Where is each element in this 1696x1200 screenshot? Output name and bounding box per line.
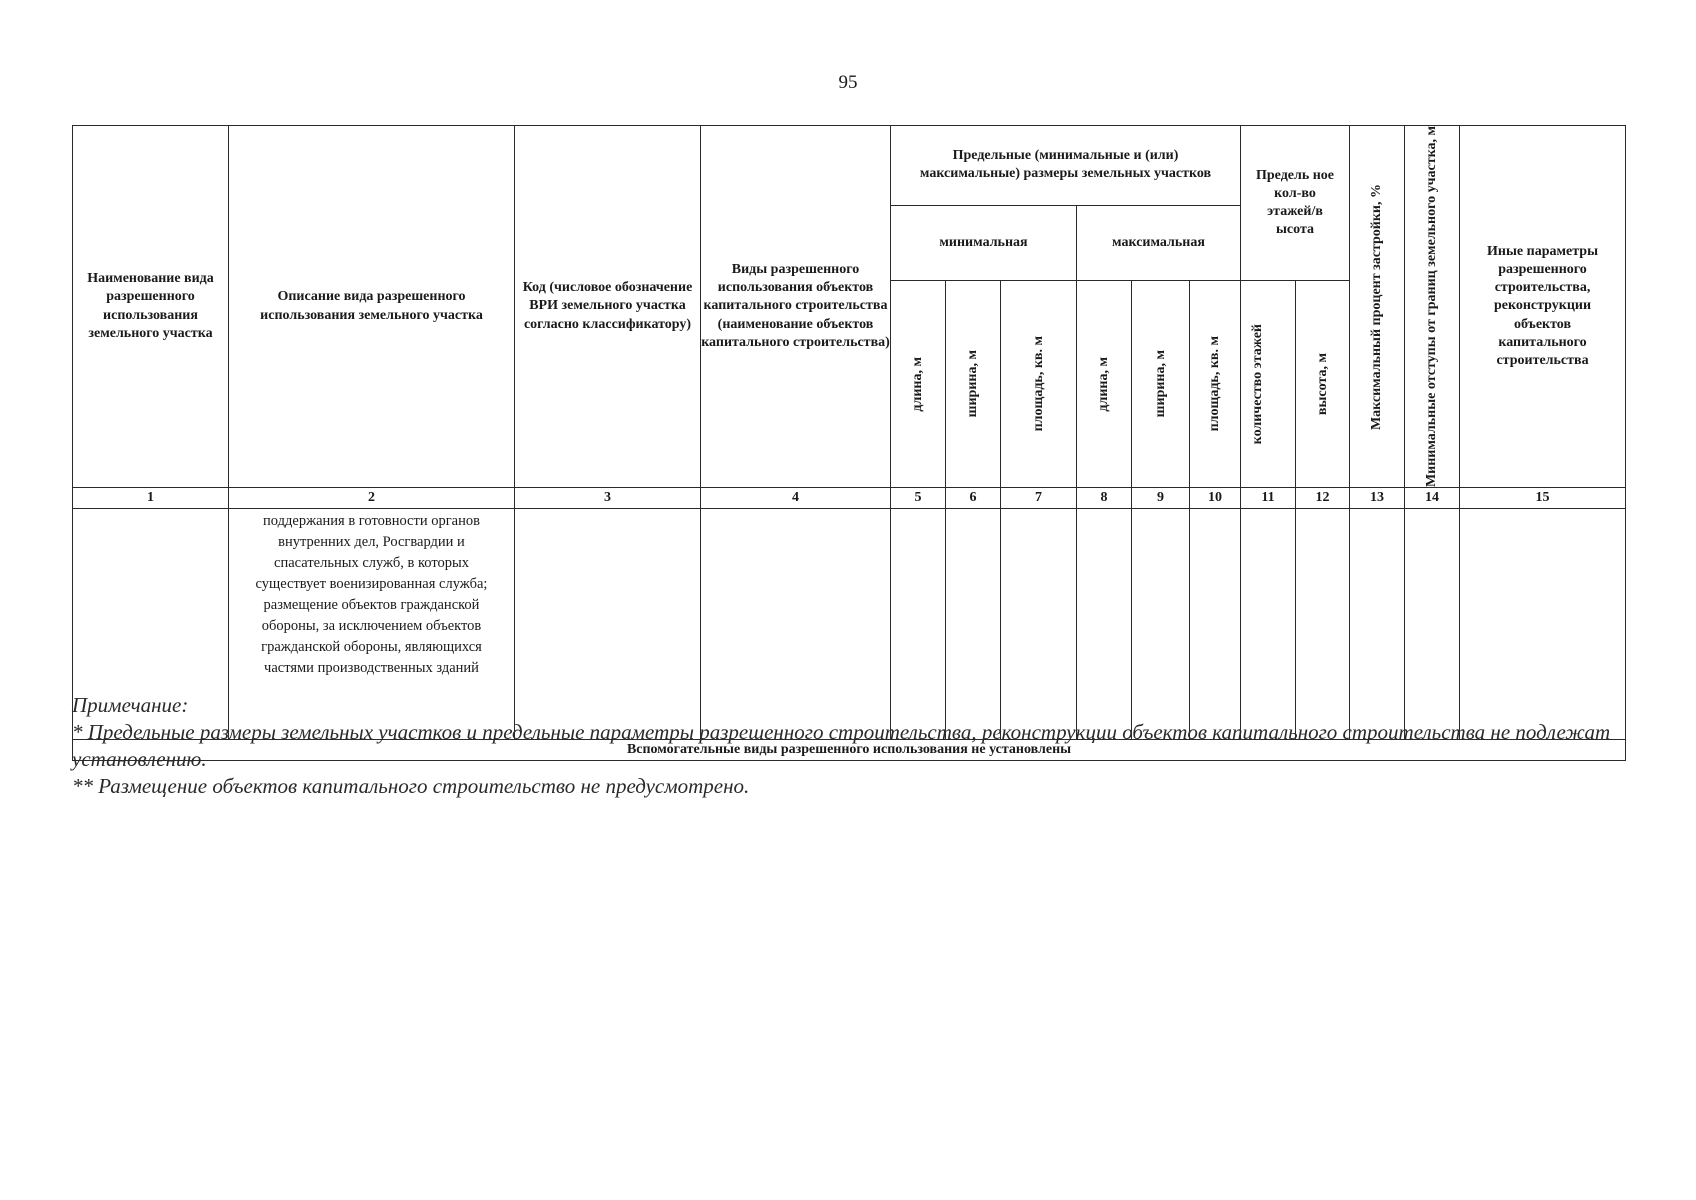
header-min-width: [946, 280, 1001, 487]
column-number: 9: [1132, 488, 1190, 509]
header-col-1: Наименование вида разрешенного использования земельного участка: [73, 126, 229, 488]
header-max-width: [1132, 280, 1190, 487]
column-number: 4: [701, 488, 891, 509]
header-max-area: [1190, 280, 1241, 487]
row-description: поддержания в готовности органов внутренних дел, Росгвардии и спасательных служб, в которых существует военизированная служба; размещение объектов гражданской обороны, за исключением объектов гражданской обороны, являющихся частями производственных зданий: [255, 513, 488, 677]
column-number: 6: [946, 488, 1001, 509]
header-min: минимальная: [891, 205, 1077, 280]
header-max-width-text: ширина, м: [1152, 350, 1168, 418]
header-min-area-text: площадь, кв. м: [1030, 336, 1046, 432]
column-number: 3: [515, 488, 701, 509]
column-number: 13: [1350, 488, 1405, 509]
note-1: * Предельные размеры земельных участков и предельные параметры разрешенного строительства, реконструкции объектов капитального строительства не подлежат установлению.: [72, 720, 1611, 771]
column-number: 2: [229, 488, 515, 509]
column-number: 10: [1190, 488, 1241, 509]
notes: [72, 692, 1632, 800]
header-col-13-text: Максимальный процент застройки, %: [1369, 183, 1385, 430]
column-number: 11: [1241, 488, 1296, 509]
column-number: 1: [73, 488, 229, 509]
header-height: [1296, 280, 1350, 487]
header-col-14: [1405, 126, 1460, 488]
column-number: 12: [1296, 488, 1350, 509]
header-max-length-text: длина, м: [1096, 356, 1112, 412]
header-min-length-text: длина, м: [910, 356, 926, 412]
header-max-area-text: площадь, кв. м: [1207, 336, 1223, 432]
header-row-1: [73, 126, 1626, 206]
header-col-15: Иные параметры разрешенного строительства, реконструкции объектов капитального строительства: [1460, 126, 1626, 488]
header-group-floors: Предель ное кол-во этажей/в ысота: [1241, 126, 1350, 281]
header-floors-count: [1241, 280, 1296, 487]
column-number: 15: [1460, 488, 1626, 509]
column-numbers-row: [73, 488, 1626, 509]
header-group-sizes: Предельные (минимальные и (или) максимальные) размеры земельных участков: [891, 126, 1241, 206]
header-floors-count-text: количество этажей: [1250, 323, 1266, 445]
header-col-4: Виды разрешенного использования объектов капитального строительства (наименование объектов капитального строительства): [701, 126, 891, 488]
regulations-table: [72, 125, 1626, 761]
header-col-2: Описание вида разрешенного использования земельного участка: [229, 126, 515, 488]
auxiliary-text: Вспомогательные виды разрешенного использования не установлены: [73, 740, 1626, 761]
header-min-length: [891, 280, 946, 487]
column-number: 5: [891, 488, 946, 509]
column-number: 8: [1077, 488, 1132, 509]
header-min-width-text: ширина, м: [965, 350, 981, 418]
header-col-3: Код (числовое обозначение ВРИ земельного участка согласно классификатору): [515, 126, 701, 488]
header-col-13: [1350, 126, 1405, 488]
column-number: 7: [1001, 488, 1077, 509]
column-number: 14: [1405, 488, 1460, 509]
header-height-text: высота, м: [1314, 352, 1330, 415]
header-min-area: [1001, 280, 1077, 487]
page-number: 95: [838, 72, 858, 93]
header-max-length: [1077, 280, 1132, 487]
note-2: ** Размещение объектов капитального строительство не предусмотрено.: [72, 774, 750, 798]
header-max: максимальная: [1077, 205, 1241, 280]
notes-title: Примечание:: [72, 693, 189, 717]
header-col-14-text: Минимальные отступы от границ земельного участка, м: [1424, 126, 1440, 488]
